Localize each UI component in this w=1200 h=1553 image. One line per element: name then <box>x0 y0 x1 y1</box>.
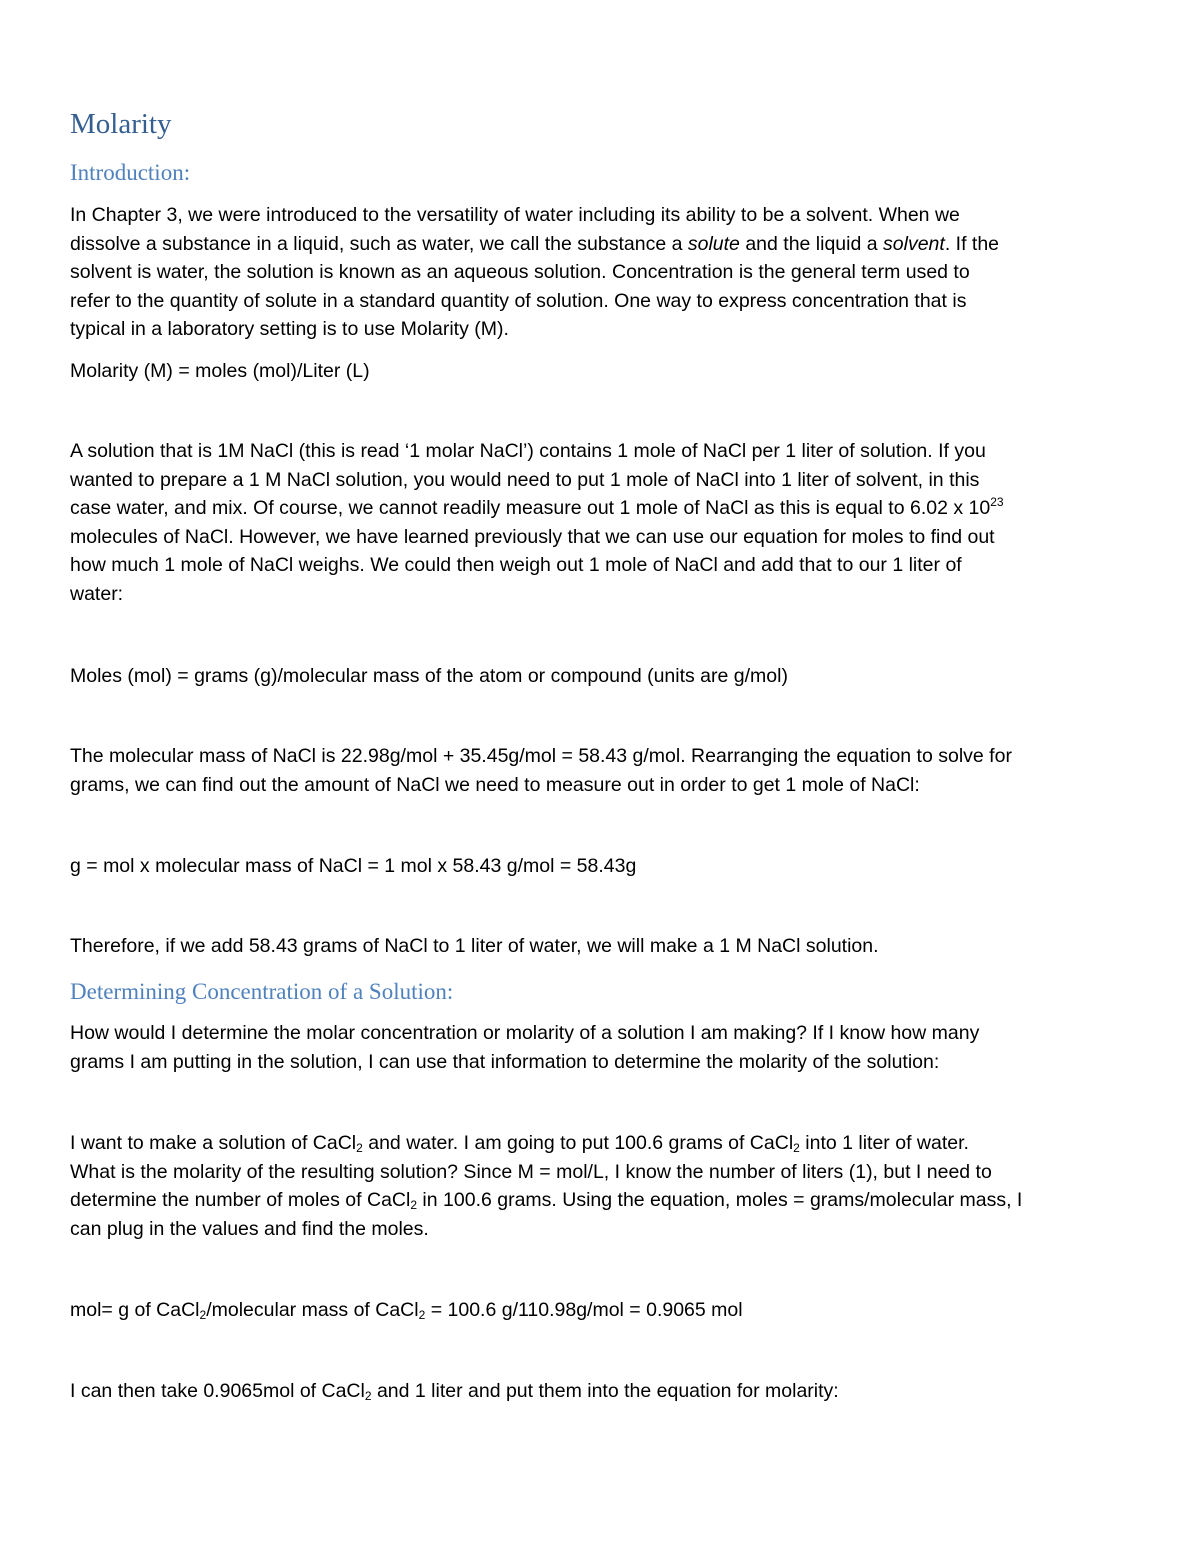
document-title: Molarity <box>70 108 172 140</box>
grams-formula: g = mol x molecular mass of NaCl = 1 mol x 58.43 g/mol = 58.43g <box>70 855 637 877</box>
text-line: how much 1 mole of NaCl weighs. We could then weigh out 1 mole of NaCl and add that to our 1 liter of <box>70 554 962 576</box>
mol-formula: mol= g of CaCl$_2$/molecular mass of CaCl$_2$ = 100.6 g/110.98g/mol = 0.9065 mol <box>70 1299 743 1322</box>
molecular-mass-paragraph <box>70 742 1135 799</box>
text-line: typical in a laboratory setting is to use Molarity (M). <box>70 318 509 340</box>
text-line: refer to the quantity of solute in a standard quantity of solution. One way to express concentration that is <box>70 289 967 312</box>
text-line: A solution that is 1M NaCl (this is read ‘1 molar NaCl’) contains 1 mole of NaCl per 1 liter of solution. If you <box>70 440 986 462</box>
text-line: wanted to prepare a 1 M NaCl solution, you would need to put 1 mole of NaCl into 1 liter of solvent, in this <box>70 468 980 491</box>
text-line: dissolve a substance in a liquid, such as water, we call the substance a solute and the liquid a solvent. If the <box>70 232 1000 255</box>
moles-formula: Moles (mol) = grams (g)/molecular mass of the atom or compound (units are g/mol) <box>70 665 788 687</box>
introduction-heading: Introduction: <box>70 160 191 185</box>
molarity-formula: Molarity (M) = moles (mol)/Liter (L) <box>70 360 370 382</box>
text-line: In Chapter 3, we were introduced to the versatility of water including its ability to be a solvent. When we <box>70 204 960 226</box>
text-line: water: <box>70 582 124 605</box>
text-line: molecules of NaCl. However, we have learned previously that we can use our equation for moles to find out <box>70 525 995 548</box>
text-line: I want to make a solution of CaCl$_2$ and water. I am going to put 100.6 grams of CaCl$_2$ into 1 liter of water. <box>70 1132 969 1155</box>
determining-concentration-intro <box>70 1019 1135 1076</box>
solute-term: solute <box>687 232 740 255</box>
text-line: solvent is water, the solution is known as an aqueous solution. Concentration is the general term used to <box>70 261 970 283</box>
cacl2-paragraph <box>70 1129 1135 1243</box>
solvent-term: solvent <box>883 232 945 255</box>
text-line: grams I am putting in the solution, I can use that information to determine the molarity of the solution: <box>70 1050 940 1073</box>
text-line: can plug in the values and find the moles. <box>70 1217 429 1240</box>
text-line: What is the molarity of the resulting solution? Since M = mol/L, I know the number of liters (1), but I need to <box>70 1160 992 1183</box>
text-line: case water, and mix. Of course, we cannot readily measure out 1 mole of NaCl as this is equal to 6.02 x $10^{23}$ <box>70 495 1004 519</box>
final-line: I can then take 0.9065mol of CaCl$_2$ and 1 liter and put them into the equation for molarity: <box>70 1380 839 1403</box>
introduction-paragraph <box>70 201 1135 344</box>
text-line: The molecular mass of NaCl is 22.98g/mol + 35.45g/mol = 58.43 g/mol. Rearranging the equation to solve for <box>70 745 1012 767</box>
text-line: determine the number of moles of CaCl$_2$ in 100.6 grams. Using the equation, moles = grams/molecular mass, I <box>70 1189 1023 1212</box>
nacl-paragraph <box>70 437 1135 608</box>
exponent: 23 <box>990 495 1004 509</box>
text-line: How would I determine the molar concentration or molarity of a solution I am making? If I know how many <box>70 1022 980 1044</box>
determining-concentration-heading: Determining Concentration of a Solution: <box>70 979 454 1004</box>
text-line: grams, we can find out the amount of NaCl we need to measure out in order to get 1 mole of NaCl: <box>70 773 920 796</box>
therefore-line: Therefore, if we add 58.43 grams of NaCl to 1 liter of water, we will make a 1 M NaCl solution. <box>70 935 879 957</box>
